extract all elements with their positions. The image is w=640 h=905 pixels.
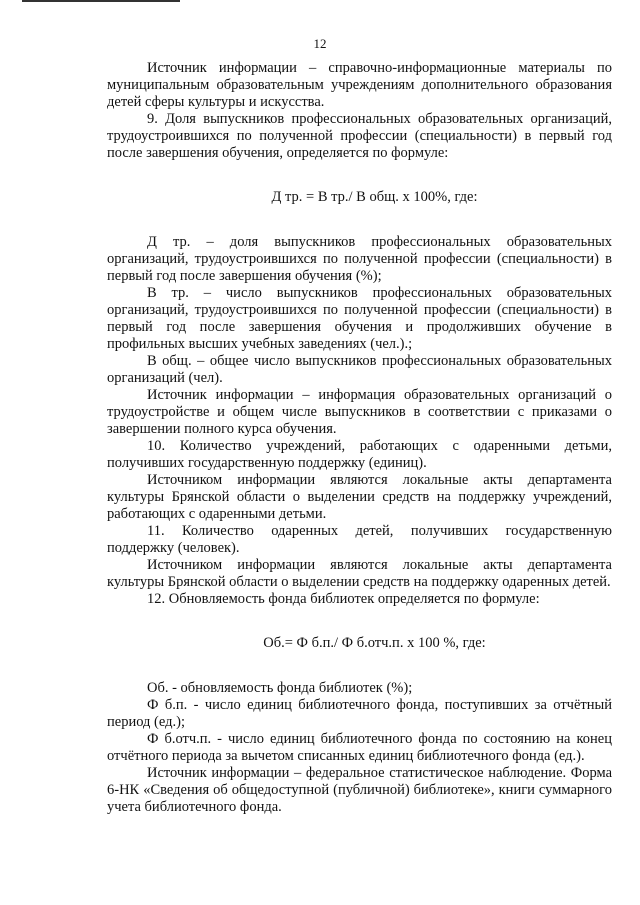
paragraph-item-9: 9. Доля выпускников профессиональных образовательных организаций, трудоустроившихся по полученной профессии (специальности) в первый год после завершения обучения, определяется по формуле: (107, 111, 612, 161)
paragraph-item-11: 11. Количество одаренных детей, получивших государственную поддержку (человек). (107, 523, 612, 556)
paragraph-source-info-4: Источником информации являются локальные акты департамента культуры Брянской области о выделении средств на поддержку одаренных детей. (107, 557, 612, 590)
definition-v-obshch: В общ. – общее число выпускников профессиональных образовательных организаций (чел). (107, 353, 612, 386)
paragraph-item-10: 10. Количество учреждений, работающих с одаренными детьми, получивших государственную поддержку (единиц). (107, 438, 612, 471)
document-body (107, 60, 612, 816)
definition-ob: Об. - обновляемость фонда библиотек (%); (147, 680, 413, 696)
paragraph-source-info-1: Источник информации – справочно-информационные материалы по муниципальным образовательным учреждениям дополнительного образования детей сферы культуры и искусства. (107, 60, 612, 110)
formula-library-renewal: Об.= Ф б.п./ Ф б.отч.п. х 100 %, где: (263, 635, 486, 651)
top-rule (22, 0, 180, 2)
formula-graduates-share: Д тр. = В тр./ В общ. х 100%, где: (271, 189, 478, 205)
paragraph-source-info-2: Источник информации – информация образовательных организаций о трудоустройстве и общем числе выпускников в соответствии с приказами о завершении полного курса обучения. (107, 387, 612, 437)
definition-f-bp: Ф б.п. - число единиц библиотечного фонда, поступивших за отчётный период (ед.); (107, 697, 612, 730)
definition-v-tr: В тр. – число выпускников профессиональных образовательных организаций, трудоустроившихся по полученной профессии (специальности) в первый год после завершения обучения и продолживших обучение в профильных высших учебных заведениях (чел.).; (107, 285, 612, 352)
paragraph-source-info-5: Источник информации – федеральное статистическое наблюдение. Форма 6-НК «Сведения об общедоступной (публичной) библиотеке», книги суммарного учета библиотечного фонда. (107, 765, 612, 815)
definition-d-tr: Д тр. – доля выпускников профессиональных образовательных организаций, трудоустроившихся по полученной профессии (специальности) в первый год после завершения обучения (%); (107, 234, 612, 284)
page-number: 12 (313, 36, 327, 51)
definition-f-botchp: Ф б.отч.п. - число единиц библиотечного фонда по состоянию на конец отчётного периода за вычетом списанных единиц библиотечного фонда (ед.). (107, 731, 612, 764)
paragraph-item-12: 12. Обновляемость фонда библиотек определяется по формуле: (147, 591, 540, 607)
paragraph-source-info-3: Источником информации являются локальные акты департамента культуры Брянской области о выделении средств на поддержку учреждений, работающих с одаренными детьми. (107, 472, 612, 522)
